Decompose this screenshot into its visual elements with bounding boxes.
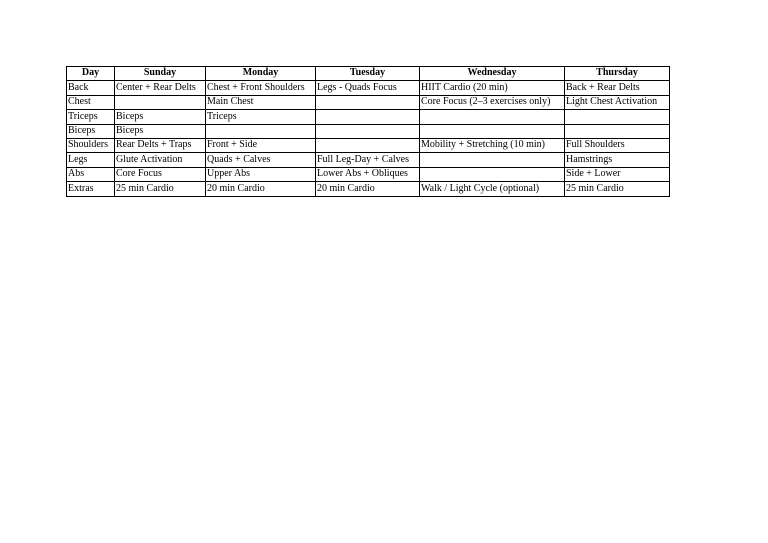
- table-cell: Legs - Quads Focus: [316, 81, 420, 95]
- table-cell: Upper Abs: [206, 167, 316, 181]
- table-cell: 25 min Cardio: [565, 182, 670, 196]
- table-cell: Back: [67, 81, 115, 95]
- table-cell: Triceps: [67, 110, 115, 124]
- table-cell: Core Focus: [115, 167, 206, 181]
- table-cell: Full Leg-Day + Calves: [316, 153, 420, 167]
- header-thursday: Thursday: [565, 67, 670, 81]
- table-cell: Shoulders: [67, 138, 115, 152]
- table-cell: Light Chest Activation: [565, 95, 670, 109]
- table-row: [67, 95, 670, 109]
- table-cell: 25 min Cardio: [115, 182, 206, 196]
- table-cell: [206, 124, 316, 138]
- table-row: [67, 124, 670, 138]
- table-row: [67, 81, 670, 95]
- table-cell: Chest: [67, 95, 115, 109]
- table-cell: Main Chest: [206, 95, 316, 109]
- table-cell: [420, 124, 565, 138]
- table-cell: [565, 124, 670, 138]
- table-row: [67, 138, 670, 152]
- header-sunday: Sunday: [115, 67, 206, 81]
- header-wednesday: Wednesday: [420, 67, 565, 81]
- table-cell: Full Shoulders: [565, 138, 670, 152]
- table-cell: 20 min Cardio: [206, 182, 316, 196]
- table-cell: Lower Abs + Obliques: [316, 167, 420, 181]
- table-header-row: [67, 67, 670, 81]
- table-cell: Biceps: [67, 124, 115, 138]
- table-cell: Back + Rear Delts: [565, 81, 670, 95]
- table-cell: Glute Activation: [115, 153, 206, 167]
- table-cell: [316, 95, 420, 109]
- table-cell: Hamstrings: [565, 153, 670, 167]
- table-cell: Rear Delts + Traps: [115, 138, 206, 152]
- table-cell: Legs: [67, 153, 115, 167]
- header-monday: Monday: [206, 67, 316, 81]
- table-cell: [316, 138, 420, 152]
- table-cell: Triceps: [206, 110, 316, 124]
- table-cell: Extras: [67, 182, 115, 196]
- table-cell: HIIT Cardio (20 min): [420, 81, 565, 95]
- workout-schedule-table: [66, 66, 670, 197]
- table-cell: [420, 110, 565, 124]
- table-cell: 20 min Cardio: [316, 182, 420, 196]
- table-cell: Walk / Light Cycle (optional): [420, 182, 565, 196]
- table-cell: [420, 167, 565, 181]
- table-cell: Biceps: [115, 110, 206, 124]
- table-cell: Center + Rear Delts: [115, 81, 206, 95]
- table-cell: Abs: [67, 167, 115, 181]
- table-cell: Quads + Calves: [206, 153, 316, 167]
- header-tuesday: Tuesday: [316, 67, 420, 81]
- table-row: [67, 167, 670, 181]
- header-day: Day: [67, 67, 115, 81]
- table-cell: [115, 95, 206, 109]
- table-row: [67, 110, 670, 124]
- table-cell: [316, 110, 420, 124]
- table-cell: [316, 124, 420, 138]
- table-cell: Side + Lower: [565, 167, 670, 181]
- table-cell: [420, 153, 565, 167]
- table-cell: Chest + Front Shoulders: [206, 81, 316, 95]
- table-cell: Core Focus (2–3 exercises only): [420, 95, 565, 109]
- table-cell: Front + Side: [206, 138, 316, 152]
- table-cell: [565, 110, 670, 124]
- table-cell: Biceps: [115, 124, 206, 138]
- table-row: [67, 153, 670, 167]
- table-row: [67, 182, 670, 196]
- table-cell: Mobility + Stretching (10 min): [420, 138, 565, 152]
